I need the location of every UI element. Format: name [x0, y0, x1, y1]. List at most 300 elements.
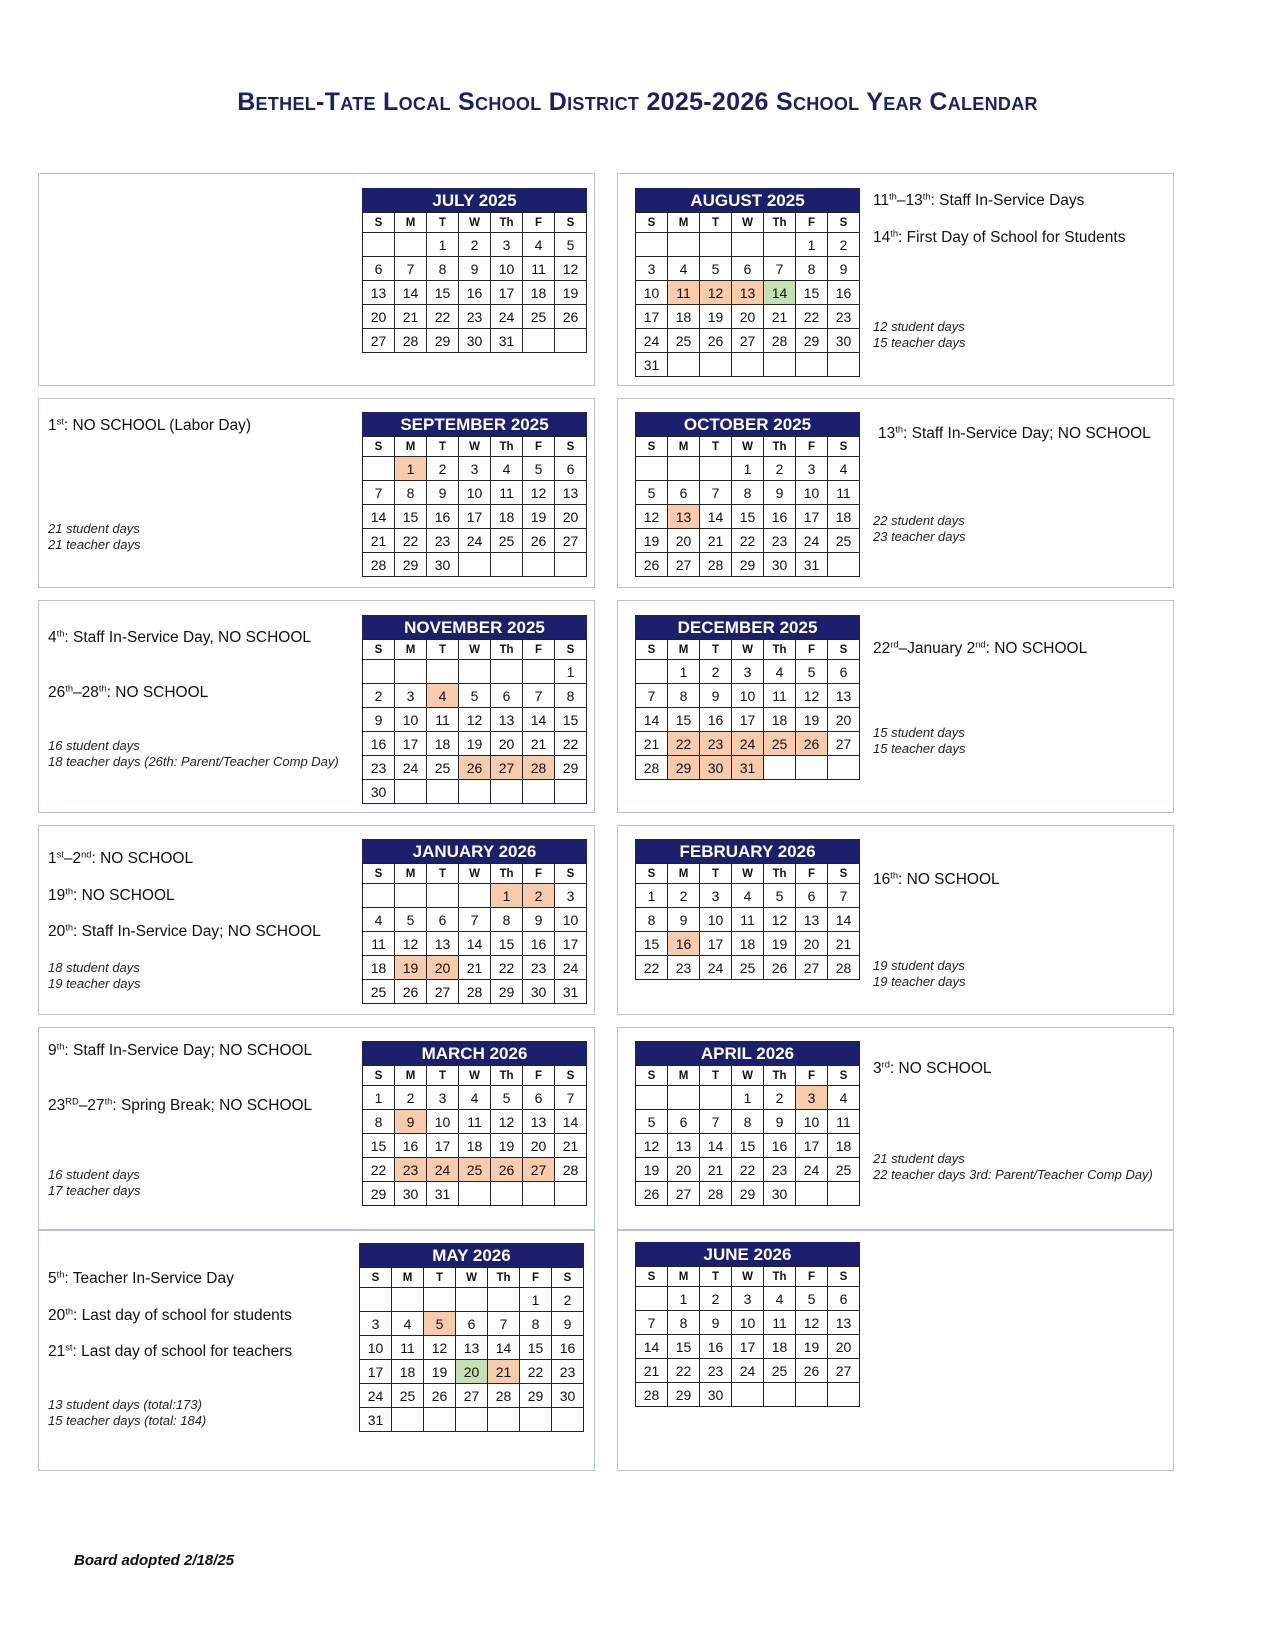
weekday-label: Th	[764, 213, 796, 233]
day-cell: 11	[523, 257, 555, 281]
day-cell: 10	[732, 684, 764, 708]
weekday-label: W	[459, 213, 491, 233]
day-cell: 31	[796, 553, 828, 577]
note-item: 16th: NO SCHOOL	[873, 870, 1000, 888]
day-cell: 8	[668, 1311, 700, 1335]
month-grid	[362, 863, 587, 1004]
day-cell: 30	[552, 1384, 584, 1408]
weekday-label: S	[636, 864, 668, 884]
day-cell: 23	[764, 1158, 796, 1182]
day-cell: 16	[764, 1134, 796, 1158]
day-cell: 20	[828, 708, 860, 732]
weekday-label: W	[732, 640, 764, 660]
month-grid	[635, 1065, 860, 1206]
day-cell: 25	[491, 529, 523, 553]
day-cell: 6	[555, 457, 587, 481]
day-cell: 24	[732, 1359, 764, 1383]
day-cell: 12	[764, 908, 796, 932]
day-cell: 22	[395, 529, 427, 553]
empty-day-cell	[700, 233, 732, 257]
day-cell: 9	[668, 908, 700, 932]
day-cell: 25	[764, 732, 796, 756]
day-cell: 6	[363, 257, 395, 281]
day-cell: 22	[732, 1158, 764, 1182]
day-cell: 10	[360, 1336, 392, 1360]
weekday-label: W	[732, 213, 764, 233]
day-cell: 6	[732, 257, 764, 281]
month-grid	[635, 1266, 860, 1407]
day-cell: 1	[520, 1288, 552, 1312]
empty-day-cell	[828, 756, 860, 780]
empty-day-cell	[555, 329, 587, 353]
stats-february	[873, 958, 1153, 990]
day-cell: 29	[491, 980, 523, 1004]
weekday-label: W	[732, 1267, 764, 1287]
day-cell: 8	[636, 908, 668, 932]
day-cell: 2	[668, 884, 700, 908]
day-cell: 3	[732, 660, 764, 684]
day-cell: 4	[732, 884, 764, 908]
day-cell: 18	[523, 281, 555, 305]
day-cell: 17	[796, 1134, 828, 1158]
empty-day-cell	[700, 457, 732, 481]
student-days: 21 student days	[873, 1151, 965, 1166]
day-cell: 1	[555, 660, 587, 684]
day-cell: 15	[796, 281, 828, 305]
day-cell: 13	[363, 281, 395, 305]
day-cell: 20	[427, 956, 459, 980]
day-cell: 3	[700, 884, 732, 908]
stats-august	[873, 319, 1153, 351]
empty-day-cell	[523, 329, 555, 353]
day-cell: 5	[700, 257, 732, 281]
day-cell: 29	[395, 553, 427, 577]
empty-day-cell	[456, 1408, 488, 1432]
day-cell: 15	[395, 505, 427, 529]
day-cell: 20	[796, 932, 828, 956]
day-cell: 28	[363, 553, 395, 577]
day-cell: 23	[427, 529, 459, 553]
weekday-label: M	[395, 437, 427, 457]
calendar-september-2025	[362, 412, 587, 577]
day-cell: 21	[764, 305, 796, 329]
day-cell: 21	[459, 956, 491, 980]
day-cell: 8	[427, 257, 459, 281]
day-cell: 17	[427, 1134, 459, 1158]
empty-day-cell	[796, 1383, 828, 1407]
day-cell: 16	[700, 1335, 732, 1359]
day-cell: 17	[732, 1335, 764, 1359]
day-cell: 6	[668, 1110, 700, 1134]
weekday-label: S	[552, 1268, 584, 1288]
day-cell: 6	[828, 660, 860, 684]
day-cell: 18	[668, 305, 700, 329]
day-cell: 7	[700, 1110, 732, 1134]
day-cell: 23	[395, 1158, 427, 1182]
day-cell: 8	[491, 908, 523, 932]
day-cell: 27	[668, 1182, 700, 1206]
day-cell: 20	[668, 1158, 700, 1182]
day-cell: 13	[828, 1311, 860, 1335]
day-cell: 15	[732, 1134, 764, 1158]
month-header: FEBRUARY 2026	[635, 839, 860, 863]
day-cell: 19	[764, 932, 796, 956]
day-cell: 30	[700, 1383, 732, 1407]
month-grid	[362, 639, 587, 804]
weekday-label: S	[636, 1066, 668, 1086]
day-cell: 28	[459, 980, 491, 1004]
day-cell: 28	[700, 553, 732, 577]
weekday-label: F	[796, 1066, 828, 1086]
day-cell: 23	[523, 956, 555, 980]
day-cell: 7	[555, 1086, 587, 1110]
day-cell: 12	[459, 708, 491, 732]
day-cell: 19	[523, 505, 555, 529]
day-cell: 26	[395, 980, 427, 1004]
day-cell: 25	[828, 1158, 860, 1182]
day-cell: 8	[520, 1312, 552, 1336]
weekday-label: Th	[491, 1066, 523, 1086]
day-cell: 18	[764, 708, 796, 732]
day-cell: 30	[427, 553, 459, 577]
empty-day-cell	[395, 780, 427, 804]
day-cell: 19	[796, 708, 828, 732]
day-cell: 7	[700, 481, 732, 505]
day-cell: 2	[764, 457, 796, 481]
day-cell: 10	[700, 908, 732, 932]
day-cell: 20	[732, 305, 764, 329]
day-cell: 14	[700, 505, 732, 529]
weekday-label: M	[668, 640, 700, 660]
day-cell: 23	[363, 756, 395, 780]
empty-day-cell	[520, 1408, 552, 1432]
day-cell: 27	[523, 1158, 555, 1182]
day-cell: 21	[700, 529, 732, 553]
note-item: 1st–2nd: NO SCHOOL	[48, 849, 194, 867]
day-cell: 13	[456, 1336, 488, 1360]
day-cell: 4	[668, 257, 700, 281]
note-item: 1st: NO SCHOOL (Labor Day)	[48, 416, 252, 434]
day-cell: 4	[523, 233, 555, 257]
student-days: 13 student days (total:173)	[48, 1397, 202, 1412]
day-cell: 21	[523, 732, 555, 756]
empty-day-cell	[363, 660, 395, 684]
day-cell: 15	[668, 708, 700, 732]
month-header: JUNE 2026	[635, 1242, 860, 1266]
day-cell: 16	[427, 505, 459, 529]
day-cell: 15	[555, 708, 587, 732]
day-cell: 9	[459, 257, 491, 281]
day-cell: 14	[636, 708, 668, 732]
day-cell: 16	[395, 1134, 427, 1158]
day-cell: 25	[523, 305, 555, 329]
day-cell: 3	[796, 1086, 828, 1110]
empty-day-cell	[764, 353, 796, 377]
day-cell: 6	[796, 884, 828, 908]
empty-day-cell	[828, 1182, 860, 1206]
empty-day-cell	[796, 353, 828, 377]
day-cell: 1	[363, 1086, 395, 1110]
day-cell: 29	[732, 1182, 764, 1206]
day-cell: 26	[555, 305, 587, 329]
weekday-label: S	[555, 213, 587, 233]
student-days: 18 student days	[48, 960, 140, 975]
weekday-label: M	[668, 213, 700, 233]
day-cell: 24	[360, 1384, 392, 1408]
day-cell: 26	[523, 529, 555, 553]
day-cell: 16	[668, 932, 700, 956]
weekday-label: Th	[491, 864, 523, 884]
empty-day-cell	[764, 233, 796, 257]
day-cell: 27	[427, 980, 459, 1004]
day-cell: 11	[764, 684, 796, 708]
day-cell: 31	[555, 980, 587, 1004]
weekday-label: Th	[764, 864, 796, 884]
day-cell: 23	[700, 732, 732, 756]
day-cell: 1	[668, 660, 700, 684]
weekday-label: M	[392, 1268, 424, 1288]
empty-day-cell	[523, 1182, 555, 1206]
day-cell: 22	[732, 529, 764, 553]
day-cell: 18	[828, 505, 860, 529]
day-cell: 7	[636, 684, 668, 708]
day-cell: 1	[491, 884, 523, 908]
empty-day-cell	[555, 553, 587, 577]
day-cell: 16	[700, 708, 732, 732]
day-cell: 29	[555, 756, 587, 780]
empty-day-cell	[700, 353, 732, 377]
day-cell: 26	[796, 1359, 828, 1383]
empty-day-cell	[636, 233, 668, 257]
day-cell: 14	[363, 505, 395, 529]
day-cell: 12	[796, 1311, 828, 1335]
day-cell: 30	[395, 1182, 427, 1206]
day-cell: 12	[636, 505, 668, 529]
stats-march	[48, 1167, 338, 1199]
day-cell: 10	[555, 908, 587, 932]
weekday-label: W	[732, 864, 764, 884]
empty-day-cell	[427, 884, 459, 908]
day-cell: 20	[523, 1134, 555, 1158]
weekday-label: T	[424, 1268, 456, 1288]
weekday-label: M	[395, 864, 427, 884]
day-cell: 30	[459, 329, 491, 353]
day-cell: 3	[360, 1312, 392, 1336]
day-cell: 11	[732, 908, 764, 932]
teacher-days: 19 teacher days	[873, 974, 966, 989]
day-cell: 22	[555, 732, 587, 756]
day-cell: 5	[459, 684, 491, 708]
day-cell: 20	[491, 732, 523, 756]
day-cell: 29	[668, 756, 700, 780]
day-cell: 22	[491, 956, 523, 980]
calendar-october-2025	[635, 412, 860, 577]
month-header: JANUARY 2026	[362, 839, 587, 863]
day-cell: 10	[459, 481, 491, 505]
day-cell: 22	[520, 1360, 552, 1384]
day-cell: 21	[555, 1134, 587, 1158]
weekday-label: Th	[764, 640, 796, 660]
weekday-label: S	[828, 864, 860, 884]
weekday-label: T	[427, 437, 459, 457]
day-cell: 16	[459, 281, 491, 305]
day-cell: 24	[636, 329, 668, 353]
day-cell: 13	[523, 1110, 555, 1134]
day-cell: 12	[523, 481, 555, 505]
day-cell: 26	[764, 956, 796, 980]
day-cell: 7	[395, 257, 427, 281]
empty-day-cell	[459, 884, 491, 908]
day-cell: 5	[796, 660, 828, 684]
empty-day-cell	[363, 457, 395, 481]
month-grid	[635, 639, 860, 780]
day-cell: 3	[395, 684, 427, 708]
day-cell: 22	[668, 1359, 700, 1383]
day-cell: 11	[427, 708, 459, 732]
note-item: 5th: Teacher In-Service Day	[48, 1269, 234, 1287]
day-cell: 29	[363, 1182, 395, 1206]
weekday-label: F	[523, 1066, 555, 1086]
day-cell: 26	[424, 1384, 456, 1408]
day-cell: 13	[732, 281, 764, 305]
day-cell: 6	[668, 481, 700, 505]
day-cell: 11	[668, 281, 700, 305]
day-cell: 24	[459, 529, 491, 553]
weekday-label: S	[828, 437, 860, 457]
day-cell: 3	[427, 1086, 459, 1110]
day-cell: 16	[363, 732, 395, 756]
day-cell: 15	[427, 281, 459, 305]
note-item: 4th: Staff In-Service Day, NO SCHOOL	[48, 628, 312, 646]
day-cell: 24	[395, 756, 427, 780]
stats-september	[48, 521, 338, 553]
day-cell: 30	[828, 329, 860, 353]
board-adopted-note: Board adopted 2/18/25	[74, 1552, 235, 1569]
weekday-label: T	[700, 864, 732, 884]
empty-day-cell	[459, 780, 491, 804]
day-cell: 25	[668, 329, 700, 353]
day-cell: 7	[764, 257, 796, 281]
day-cell: 28	[828, 956, 860, 980]
day-cell: 22	[636, 956, 668, 980]
weekday-label: F	[796, 864, 828, 884]
day-cell: 28	[700, 1182, 732, 1206]
day-cell: 2	[395, 1086, 427, 1110]
student-days: 22 student days	[873, 513, 965, 528]
day-cell: 5	[636, 1110, 668, 1134]
teacher-days: 18 teacher days (26th: Parent/Teacher Comp Day)	[48, 754, 339, 769]
note-item: 22rd–January 2nd: NO SCHOOL	[873, 639, 1088, 657]
calendar-april-2026	[635, 1041, 860, 1206]
day-cell: 30	[700, 756, 732, 780]
weekday-label: W	[732, 1066, 764, 1086]
student-days: 12 student days	[873, 319, 965, 334]
day-cell: 18	[732, 932, 764, 956]
empty-day-cell	[668, 1086, 700, 1110]
day-cell: 10	[636, 281, 668, 305]
day-cell: 6	[491, 684, 523, 708]
day-cell: 14	[828, 908, 860, 932]
day-cell: 23	[764, 529, 796, 553]
weekday-label: S	[636, 213, 668, 233]
day-cell: 15	[636, 932, 668, 956]
day-cell: 11	[764, 1311, 796, 1335]
teacher-days: 19 teacher days	[48, 976, 141, 991]
calendar-march-2026	[362, 1041, 587, 1206]
day-cell: 29	[668, 1383, 700, 1407]
day-cell: 6	[456, 1312, 488, 1336]
day-cell: 21	[828, 932, 860, 956]
day-cell: 13	[668, 1134, 700, 1158]
empty-day-cell	[459, 660, 491, 684]
day-cell: 28	[488, 1384, 520, 1408]
day-cell: 8	[395, 481, 427, 505]
day-cell: 24	[555, 956, 587, 980]
day-cell: 24	[796, 1158, 828, 1182]
day-cell: 28	[636, 756, 668, 780]
month-grid	[635, 863, 860, 980]
empty-day-cell	[392, 1288, 424, 1312]
day-cell: 29	[732, 553, 764, 577]
empty-day-cell	[488, 1408, 520, 1432]
day-cell: 21	[488, 1360, 520, 1384]
day-cell: 31	[636, 353, 668, 377]
day-cell: 14	[395, 281, 427, 305]
day-cell: 18	[491, 505, 523, 529]
day-cell: 1	[427, 233, 459, 257]
day-cell: 3	[459, 457, 491, 481]
weekday-label: S	[363, 1066, 395, 1086]
empty-day-cell	[424, 1408, 456, 1432]
stats-april	[873, 1151, 1163, 1183]
day-cell: 6	[523, 1086, 555, 1110]
calendar-july-2025	[362, 188, 587, 353]
student-days: 21 student days	[48, 521, 140, 536]
empty-day-cell	[456, 1288, 488, 1312]
day-cell: 14	[459, 932, 491, 956]
weekday-label: M	[395, 213, 427, 233]
day-cell: 17	[555, 932, 587, 956]
day-cell: 28	[523, 756, 555, 780]
day-cell: 15	[732, 505, 764, 529]
weekday-label: Th	[491, 437, 523, 457]
day-cell: 30	[363, 780, 395, 804]
day-cell: 5	[491, 1086, 523, 1110]
day-cell: 10	[395, 708, 427, 732]
day-cell: 21	[636, 732, 668, 756]
day-cell: 11	[392, 1336, 424, 1360]
day-cell: 10	[427, 1110, 459, 1134]
empty-day-cell	[523, 780, 555, 804]
day-cell: 18	[828, 1134, 860, 1158]
day-cell: 5	[523, 457, 555, 481]
weekday-label: W	[459, 437, 491, 457]
day-cell: 1	[668, 1287, 700, 1311]
day-cell: 1	[732, 457, 764, 481]
teacher-days: 17 teacher days	[48, 1183, 141, 1198]
day-cell: 23	[459, 305, 491, 329]
day-cell: 5	[395, 908, 427, 932]
day-cell: 28	[555, 1158, 587, 1182]
day-cell: 14	[555, 1110, 587, 1134]
weekday-label: M	[668, 437, 700, 457]
calendar-december-2025	[635, 615, 860, 780]
day-cell: 8	[668, 684, 700, 708]
day-cell: 19	[796, 1335, 828, 1359]
day-cell: 29	[520, 1384, 552, 1408]
stats-december	[873, 725, 1153, 757]
student-days: 16 student days	[48, 1167, 140, 1182]
